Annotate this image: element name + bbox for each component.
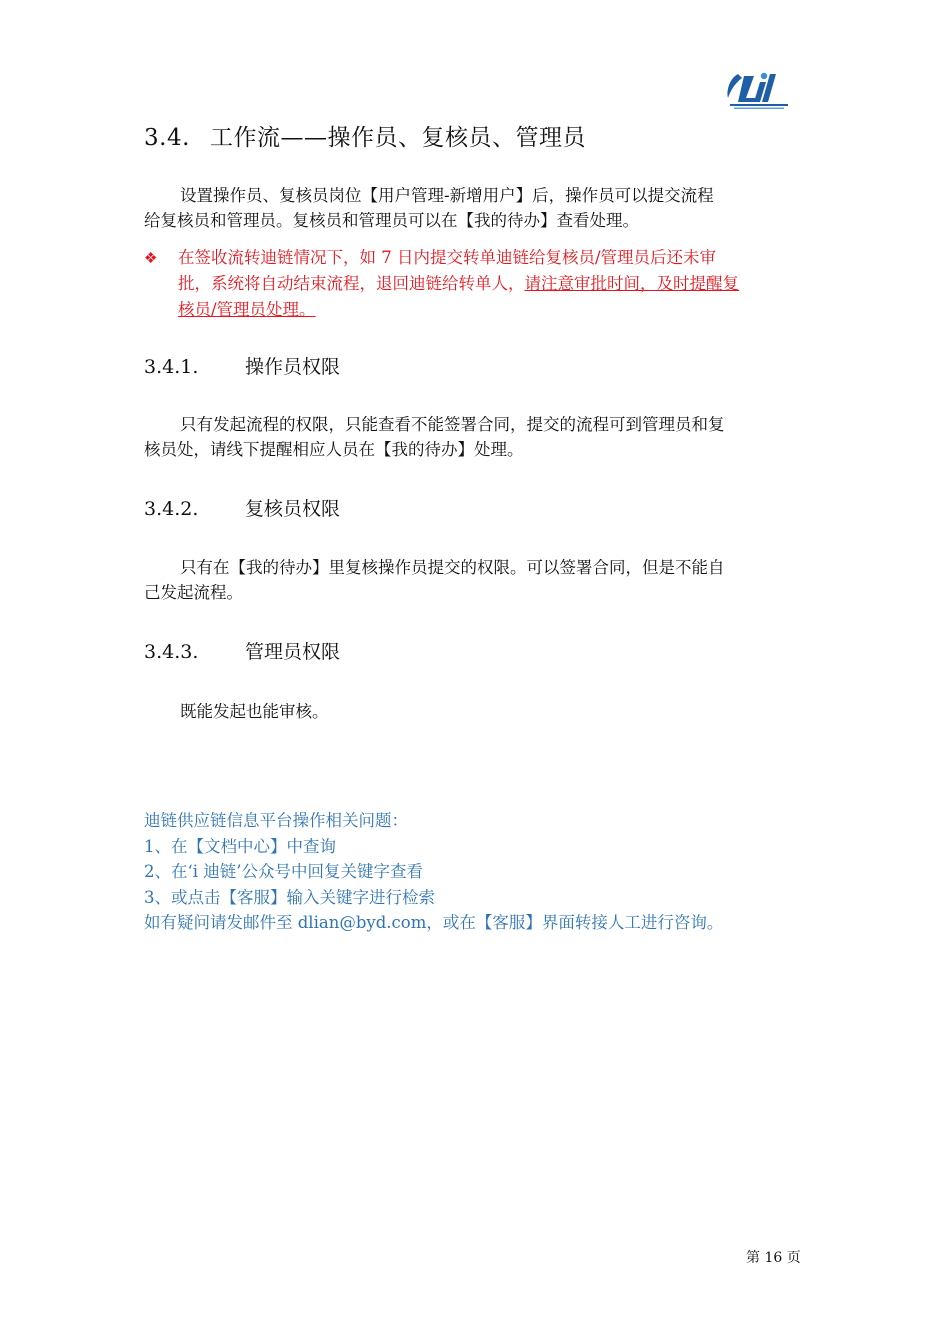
section-number: 3.4.: [144, 125, 190, 151]
subsection-number: 3.4.1.: [144, 356, 199, 378]
subsection-number: 3.4.3.: [144, 641, 199, 663]
body-line: 核员处，请线下提醒相应人员在【我的待办】处理。: [144, 440, 524, 459]
body-line: 己发起流程。: [144, 583, 243, 602]
section-heading: [144, 122, 586, 154]
body-line: 只有在【我的待办】里复核操作员提交的权限。可以签署合同，但是不能自: [180, 558, 725, 577]
intro-line-1: 设置操作员、复核员岗位【用户管理-新增用户】后，操作员可以提交流程: [180, 186, 714, 205]
faq-item: 1、在【文档中心】中查询: [144, 836, 336, 856]
note-line-2: [144, 271, 834, 297]
subsection-title: 操作员权限: [245, 356, 341, 378]
note-line-3: [144, 297, 834, 323]
note-line-3-underlined: 核员/管理员处理。: [178, 300, 316, 319]
note-line-1: 在签收流转迪链情况下，如 7 日内提交转单迪链给复核员/管理员后还未审: [178, 248, 717, 267]
subsection-number: 3.4.2.: [144, 498, 199, 520]
section-intro: [144, 183, 809, 233]
faq-heading: 迪链供应链信息平台操作相关问题：: [144, 811, 408, 830]
subsection-heading-reviewer: [144, 495, 340, 523]
subsection-title: 复核员权限: [245, 498, 341, 520]
subsection-body-admin: [144, 699, 809, 724]
warning-note: [144, 245, 834, 323]
note-line-2-underlined: 请注意审批时间，及时提醒复: [524, 274, 739, 293]
diamond-bullet-icon: ❖: [144, 249, 158, 267]
subsection-title: 管理员权限: [245, 641, 341, 663]
faq-contact: 如有疑问请发邮件至 dlian@byd.com，或在【客服】界面转接人工进行咨询。: [144, 913, 724, 932]
faq-item: 3、或点击【客服】输入关键字进行检索: [144, 887, 435, 907]
subsection-body-operator: [144, 412, 809, 462]
intro-line-2: 给复核员和管理员。复核员和管理员可以在【我的待办】查看处理。: [144, 211, 639, 230]
faq-item: 2、在‘i 迪链’公众号中回复关键字查看: [144, 862, 424, 881]
note-line-2-plain: 批，系统将自动结束流程，退回迪链给转单人，: [178, 274, 525, 293]
section-title: 工作流——操作员、复核员、管理员: [210, 125, 586, 151]
company-logo-icon: [724, 68, 792, 110]
body-line: 只有发起流程的权限，只能查看不能签署合同，提交的流程可到管理员和复: [180, 415, 725, 434]
subsection-heading-operator: [144, 353, 340, 381]
page-number: 第 16 页: [746, 1250, 801, 1266]
subsection-heading-admin: [144, 638, 340, 666]
faq-block: [144, 808, 723, 936]
subsection-body-reviewer: [144, 555, 809, 605]
body-line: 既能发起也能审核。: [180, 702, 329, 721]
